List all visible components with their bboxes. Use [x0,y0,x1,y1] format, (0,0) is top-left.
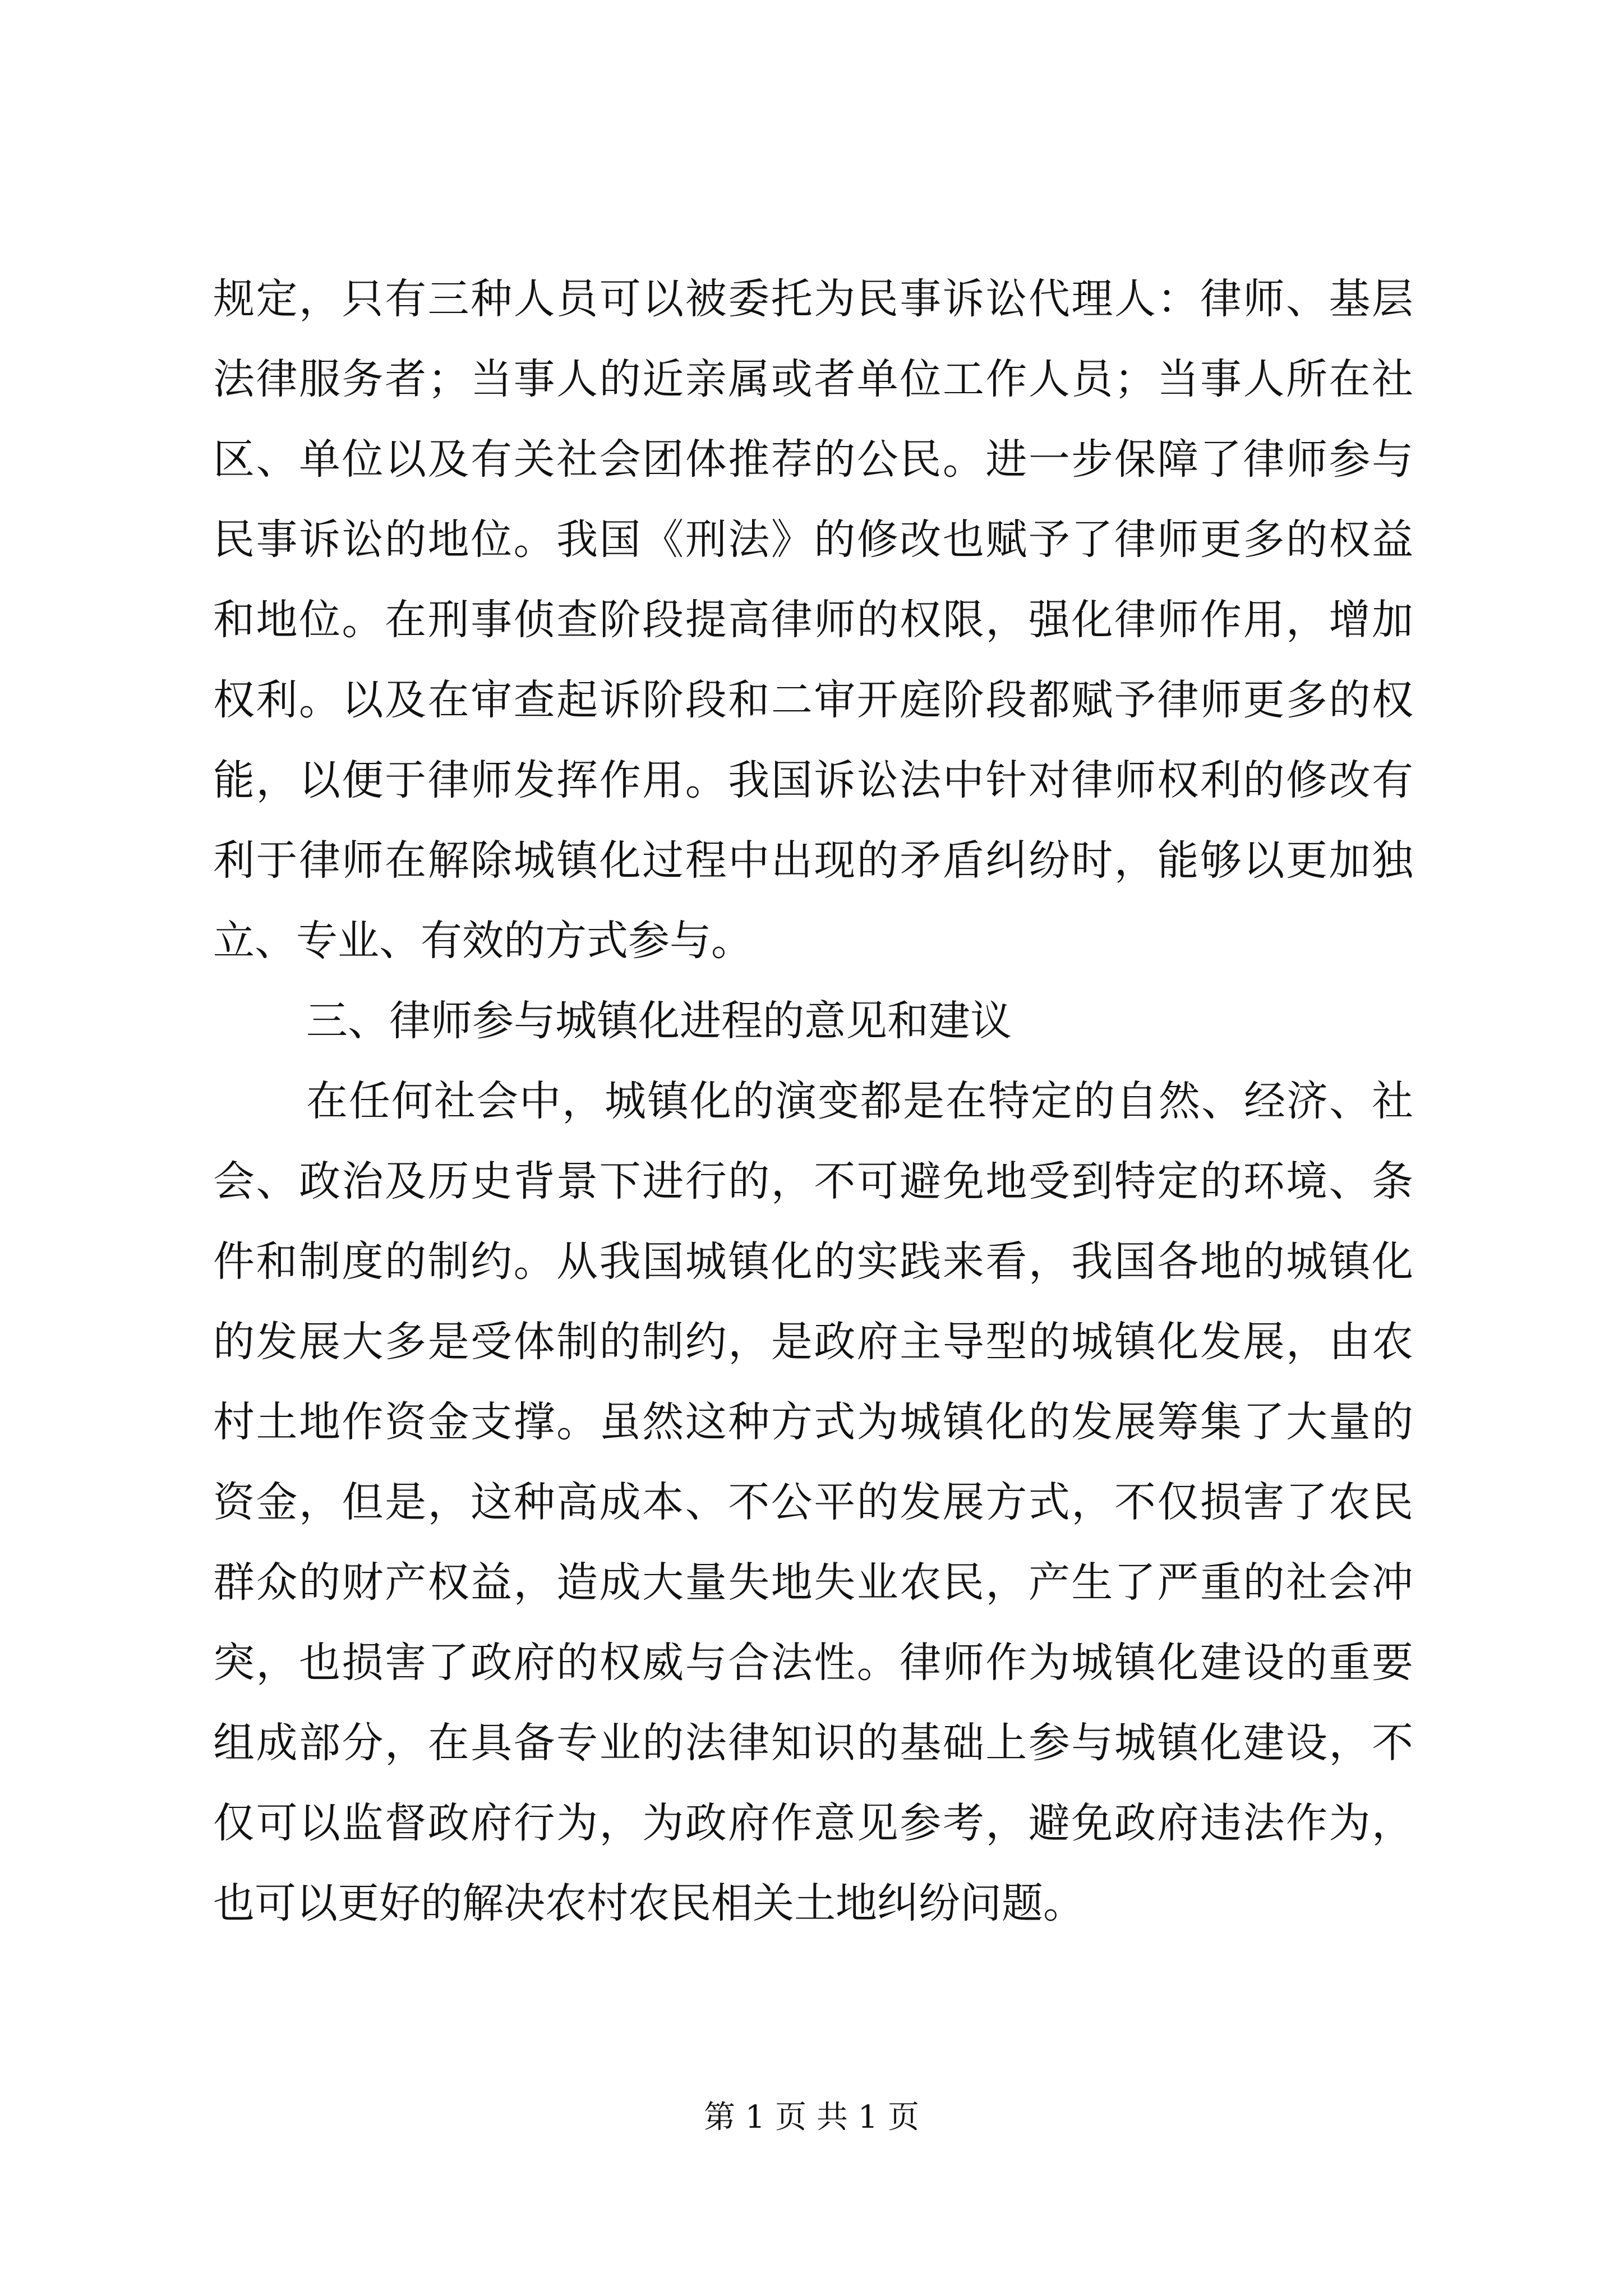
text-line: 突，也损害了政府的权威与合法性。律师作为城镇化建设的重要 [213,1639,1413,1687]
page-number-footer: 第 1 页 共 1 页 [703,2099,920,2136]
text-line: 也可以更好的解决农村农民相关土地纠纷问题。 [213,1879,1085,1927]
text-line: 民事诉讼的地位。我国《刑法》的修改也赋予了律师更多的权益 [213,516,1413,564]
text-line: 和地位。在刑事侦查阶段提高律师的权限，强化律师作用，增加 [213,596,1413,644]
text-line: 资金，但是，这种高成本、不公平的发展方式，不仅损害了农民 [213,1478,1413,1526]
text-line: 法律服务者；当事人的近亲属或者单位工作人员；当事人所在社 [213,355,1413,403]
text-line: 会、政治及历史背景下进行的，不可避免地受到特定的环境、条 [213,1157,1413,1205]
text-line: 件和制度的制约。从我国城镇化的实践来看，我国各地的城镇化 [213,1237,1413,1286]
text-line: 群众的财产权益，造成大量失地失业农民，产生了严重的社会冲 [213,1558,1413,1607]
text-line: 能，以便于律师发挥作用。我国诉讼法中针对律师权利的修改有 [213,756,1413,804]
text-line: 规定，只有三种人员可以被委托为民事诉讼代理人：律师、基层 [213,275,1413,323]
text-line: 在任何社会中，城镇化的演变都是在特定的自然、经济、社 [306,1077,1413,1125]
text-line: 权利。以及在审查起诉阶段和二审开庭阶段都赋予律师更多的权 [213,676,1413,724]
text-line: 利于律师在解除城镇化过程中出现的矛盾纠纷时，能够以更加独 [213,836,1413,885]
body-text [213,259,1413,1944]
text-line: 立、专业、有效的方式参与。 [213,917,753,965]
section-heading: 三、律师参与城镇化进程的意见和建议 [306,997,1012,1045]
text-line: 的发展大多是受体制的制约，是政府主导型的城镇化发展，由农 [213,1318,1413,1366]
text-line: 组成部分，在具备专业的法律知识的基础上参与城镇化建设，不 [213,1719,1413,1767]
text-line: 仅可以监督政府行为，为政府作意见参考，避免政府违法作为， [213,1799,1413,1847]
text-line: 村土地作资金支撑。虽然这种方式为城镇化的发展筹集了大量的 [213,1398,1413,1446]
text-line: 区、单位以及有关社会团体推荐的公民。进一步保障了律师参与 [213,435,1413,484]
